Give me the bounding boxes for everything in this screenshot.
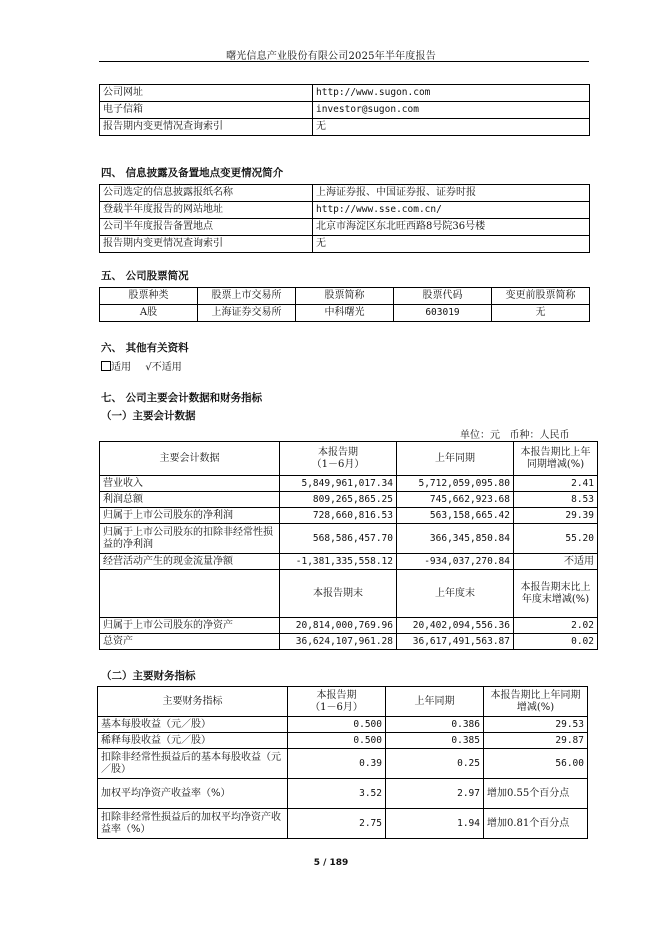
acct-change: 不适用 [514, 554, 598, 570]
fin-value: 0.39 [288, 749, 386, 779]
acct-change: 0.02 [514, 634, 598, 650]
acct-header: 本报告期 （1－6月） [280, 442, 397, 476]
fin-label: 稀释每股收益（元／股） [98, 733, 288, 749]
acct-header: 本报告期比上年同期增减(%) [514, 442, 598, 476]
fin-value: 0.500 [288, 733, 386, 749]
contact-value: 无 [313, 119, 590, 136]
section7-sub1: （一）主要会计数据 [101, 410, 196, 422]
acct-value: -1,381,335,558.12 [280, 554, 397, 570]
stock-header: 股票简称 [296, 288, 394, 305]
fin-header: 本报告期比上年同期增减(%) [484, 687, 588, 717]
stock-header: 股票代码 [394, 288, 492, 305]
acct-value: -934,037,270.84 [397, 554, 514, 570]
section5-heading: 五、 公司股票简况 [101, 270, 189, 282]
acct-label: 经营活动产生的现金流量净额 [100, 554, 280, 570]
acct-change: 2.02 [514, 618, 598, 634]
accounting-data-table [99, 441, 598, 650]
financial-indicators-table [97, 686, 588, 839]
option-applicable: 适用 [111, 362, 131, 373]
applicability-line [101, 358, 182, 373]
acct-header: 主要会计数据 [100, 442, 280, 476]
fin-change: 29.87 [484, 733, 588, 749]
stock-cell: 603019 [394, 305, 492, 322]
acct-header [100, 570, 280, 618]
checkmark-icon: √ [145, 362, 152, 373]
acct-label: 归属于上市公司股东的扣除非经常性损益的净利润 [100, 524, 280, 554]
disclosure-label: 报告期内变更情况查询索引 [100, 236, 313, 253]
disclosure-value: 北京市海淀区东北旺西路8号院36号楼 [313, 219, 590, 236]
stock-header: 股票种类 [100, 288, 198, 305]
stock-cell: 中科曙光 [296, 305, 394, 322]
acct-header: 本报告期末 [280, 570, 397, 618]
fin-value: 1.94 [386, 809, 484, 839]
section7-heading: 七、 公司主要会计数据和财务指标 [101, 392, 263, 404]
acct-value: 36,624,107,961.28 [280, 634, 397, 650]
section4-heading: 四、 信息披露及备置地点变更情况简介 [101, 167, 284, 179]
fin-change: 增加0.55个百分点 [484, 779, 588, 809]
page-header-title: 曙光信息产业股份有限公司2025年半年度报告 [226, 51, 436, 62]
acct-label: 总资产 [100, 634, 280, 650]
acct-value: 20,814,000,769.96 [280, 618, 397, 634]
fin-label: 扣除非经常性损益后的加权平均净资产收益率（%） [98, 809, 288, 839]
stock-header: 变更前股票简称 [492, 288, 590, 305]
acct-label: 归属于上市公司股东的净资产 [100, 618, 280, 634]
fin-change: 增加0.81个百分点 [484, 809, 588, 839]
header-divider [99, 61, 589, 62]
acct-value: 5,849,961,017.34 [280, 476, 397, 492]
acct-header: 上年同期 [397, 442, 514, 476]
fin-label: 扣除非经常性损益后的基本每股收益（元／股） [98, 749, 288, 779]
contact-value: http://www.sugon.com [313, 85, 590, 102]
acct-change: 2.41 [514, 476, 598, 492]
acct-label: 归属于上市公司股东的净利润 [100, 508, 280, 524]
stock-cell: 上海证券交易所 [198, 305, 296, 322]
fin-value: 2.75 [288, 809, 386, 839]
disclosure-label: 登载半年度报告的网站地址 [100, 202, 313, 219]
fin-value: 3.52 [288, 779, 386, 809]
section7-sub2: （二）主要财务指标 [101, 670, 196, 682]
acct-value: 728,660,816.53 [280, 508, 397, 524]
stock-table [99, 287, 590, 322]
stock-header: 股票上市交易所 [198, 288, 296, 305]
acct-change: 55.20 [514, 524, 598, 554]
disclosure-label: 公司选定的信息披露报纸名称 [100, 185, 313, 202]
disclosure-value: 无 [313, 236, 590, 253]
contact-value: investor@sugon.com [313, 102, 590, 119]
fin-value: 0.25 [386, 749, 484, 779]
acct-change: 8.53 [514, 492, 598, 508]
fin-value: 2.97 [386, 779, 484, 809]
fin-change: 56.00 [484, 749, 588, 779]
unit-currency-line: 单位：元 币种：人民币 [460, 430, 570, 441]
stock-cell: 无 [492, 305, 590, 322]
contact-label: 电子信箱 [100, 102, 313, 119]
acct-value: 5,712,059,095.80 [397, 476, 514, 492]
fin-label: 基本每股收益（元／股） [98, 717, 288, 733]
acct-label: 利润总额 [100, 492, 280, 508]
contact-table [99, 84, 590, 136]
disclosure-value: 上海证券报、中国证券报、证券时报 [313, 185, 590, 202]
fin-value: 0.385 [386, 733, 484, 749]
acct-header: 本报告期末比上年度末增减(%) [514, 570, 598, 618]
page-number: 5 / 189 [313, 858, 349, 868]
fin-value: 0.500 [288, 717, 386, 733]
fin-change: 29.53 [484, 717, 588, 733]
fin-header: 主要财务指标 [98, 687, 288, 717]
option-not-applicable: 不适用 [151, 362, 182, 373]
contact-label: 公司网址 [100, 85, 313, 102]
disclosure-value: http://www.sse.com.cn/ [313, 202, 590, 219]
acct-value: 36,617,491,563.87 [397, 634, 514, 650]
section6-heading: 六、 其他有关资料 [101, 342, 189, 354]
acct-value: 745,662,923.68 [397, 492, 514, 508]
acct-value: 20,402,094,556.36 [397, 618, 514, 634]
fin-header: 本报告期 （1－6月） [288, 687, 386, 717]
checkbox-empty-icon [101, 361, 111, 371]
disclosure-label: 公司半年度报告备置地点 [100, 219, 313, 236]
acct-change: 29.39 [514, 508, 598, 524]
acct-value: 568,586,457.70 [280, 524, 397, 554]
acct-value: 809,265,865.25 [280, 492, 397, 508]
acct-value: 563,158,665.42 [397, 508, 514, 524]
stock-cell: A股 [100, 305, 198, 322]
acct-value: 366,345,850.84 [397, 524, 514, 554]
disclosure-table [99, 184, 590, 253]
fin-value: 0.386 [386, 717, 484, 733]
fin-header: 上年同期 [386, 687, 484, 717]
acct-header: 上年度末 [397, 570, 514, 618]
contact-label: 报告期内变更情况查询索引 [100, 119, 313, 136]
acct-label: 营业收入 [100, 476, 280, 492]
fin-label: 加权平均净资产收益率（%） [98, 779, 288, 809]
